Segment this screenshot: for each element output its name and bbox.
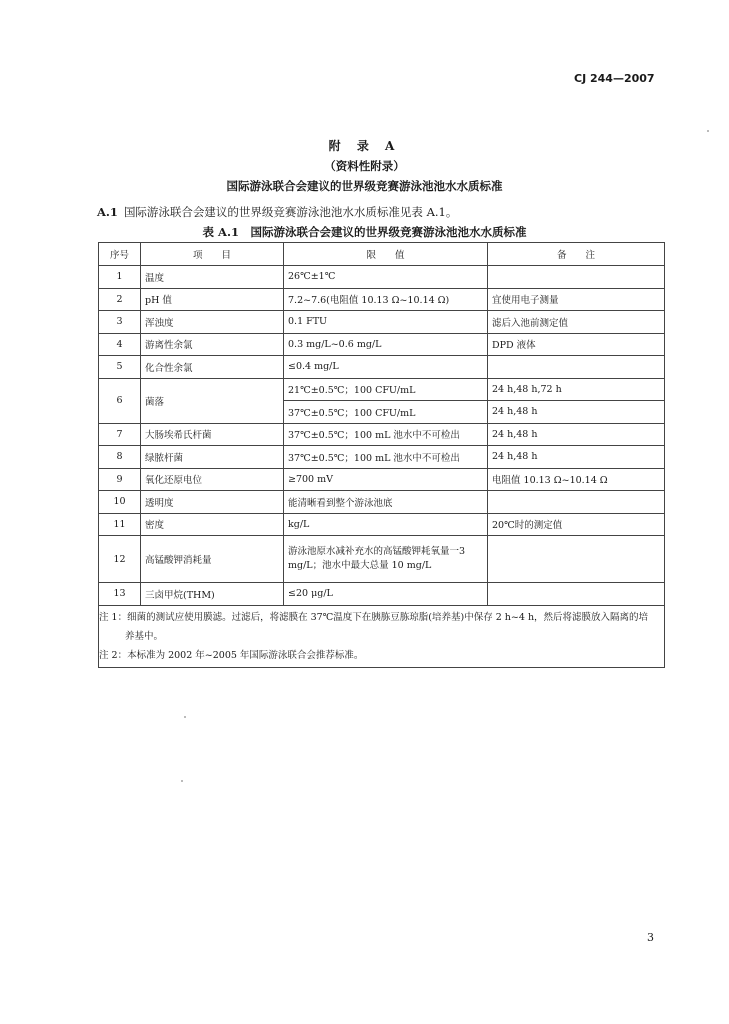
row-remark (488, 536, 665, 583)
row-no: 1 (99, 266, 141, 289)
row-item: pH 值 (141, 288, 284, 311)
row-no: 5 (99, 356, 141, 379)
table-notes-row (99, 605, 665, 667)
row-no: 4 (99, 333, 141, 356)
appendix-type: （资料性附录） (324, 159, 405, 173)
row-remark (488, 491, 665, 514)
table-notes (99, 605, 665, 667)
table-row (99, 583, 665, 606)
table-row (99, 446, 665, 469)
water-quality-table (98, 242, 665, 668)
standard-code: CJ 244—2007 (574, 72, 655, 85)
row-no: 7 (99, 423, 141, 446)
row-remark (488, 583, 665, 606)
row-no: 11 (99, 513, 141, 536)
appendix-name: 国际游泳联合会建议的世界级竞赛游泳池池水水质标准 (226, 179, 503, 193)
row-remark: 宜使用电子测量 (488, 288, 665, 311)
row-no: 2 (99, 288, 141, 311)
section-number: A.1 (97, 205, 118, 219)
row-item: 透明度 (141, 491, 284, 514)
row-remark: 24 h,48 h,72 h (488, 378, 665, 401)
header-item: 项 目 (141, 243, 284, 266)
row-limit: 能清晰看到整个游泳池底 (284, 491, 488, 514)
row-limit: ≤20 μg/L (284, 583, 488, 606)
row-remark: 24 h,48 h (488, 401, 665, 424)
row-remark: 24 h,48 h (488, 446, 665, 469)
row-limit: 游泳池原水减补充水的高锰酸钾耗氧量一3 mg/L；池水中最大总量 10 mg/L (284, 536, 488, 583)
scan-speck (707, 130, 709, 132)
table-row (99, 288, 665, 311)
table-header-row (99, 243, 665, 266)
row-remark (488, 356, 665, 379)
row-item: 高锰酸钾消耗量 (141, 536, 284, 583)
row-limit: ≥700 mV (284, 468, 488, 491)
row-limit: 0.1 FTU (284, 311, 488, 334)
row-item: 温度 (141, 266, 284, 289)
scan-speck (181, 780, 183, 782)
table-row (99, 378, 665, 401)
table-row (99, 468, 665, 491)
scan-speck (184, 716, 186, 718)
row-limit: 0.3 mg/L~0.6 mg/L (284, 333, 488, 356)
row-item: 三卤甲烷(THM) (141, 583, 284, 606)
row-limit: 37℃±0.5℃；100 mL 池水中不可检出 (284, 423, 488, 446)
table-note-2: 注 2：本标准为 2002 年~2005 年国际游泳联合会推荐标准。 (99, 649, 364, 661)
row-remark: 20℃时的测定值 (488, 513, 665, 536)
row-limit: 37℃±0.5℃；100 mL 池水中不可检出 (284, 446, 488, 469)
section-text: 国际游泳联合会建议的世界级竞赛游泳池池水水质标准见表 A.1。 (123, 205, 458, 219)
table-note-1: 注 1：细菌的测试应使用膜滤。过滤后，将滤膜在 37℃温度下在胰胨豆胨琼脂(培养基)中保存 2 h~4 h，然后将滤膜放入隔离的培养基中。 (99, 611, 649, 642)
row-limit: 26℃±1℃ (284, 266, 488, 289)
row-item: 浑浊度 (141, 311, 284, 334)
row-item: 密度 (141, 513, 284, 536)
table-row (99, 536, 665, 583)
header-remark: 备 注 (488, 243, 665, 266)
row-remark: 滤后入池前测定值 (488, 311, 665, 334)
row-item: 游离性余氯 (141, 333, 284, 356)
appendix-title: 附 录 A (328, 139, 401, 153)
table-row (99, 513, 665, 536)
section-a1 (97, 204, 457, 220)
table-row (99, 266, 665, 289)
row-item: 化合性余氯 (141, 356, 284, 379)
row-no: 13 (99, 583, 141, 606)
table-caption: 表 A.1 国际游泳联合会建议的世界级竞赛游泳池池水水质标准 (202, 225, 527, 239)
row-limit: 37℃±0.5℃；100 CFU/mL (284, 401, 488, 424)
row-limit: 7.2~7.6(电阻值 10.13 Ω~10.14 Ω) (284, 288, 488, 311)
row-item: 菌落 (141, 378, 284, 423)
header-no: 序号 (99, 243, 141, 266)
row-no: 8 (99, 446, 141, 469)
row-item: 大肠埃希氏杆菌 (141, 423, 284, 446)
row-limit: 21℃±0.5℃；100 CFU/mL (284, 378, 488, 401)
row-remark: 电阻值 10.13 Ω~10.14 Ω (488, 468, 665, 491)
table-row (99, 333, 665, 356)
row-remark: DPD 液体 (488, 333, 665, 356)
row-no: 10 (99, 491, 141, 514)
row-no: 3 (99, 311, 141, 334)
row-no: 12 (99, 536, 141, 583)
header-limit: 限 值 (284, 243, 488, 266)
page-number: 3 (647, 931, 654, 944)
table-row (99, 423, 665, 446)
row-remark: 24 h,48 h (488, 423, 665, 446)
table-row (99, 491, 665, 514)
row-item: 氧化还原电位 (141, 468, 284, 491)
row-no: 6 (99, 378, 141, 423)
table-row (99, 356, 665, 379)
row-no: 9 (99, 468, 141, 491)
row-remark (488, 266, 665, 289)
row-limit: kg/L (284, 513, 488, 536)
row-item: 绿脓杆菌 (141, 446, 284, 469)
table-row (99, 311, 665, 334)
row-limit: ≤0.4 mg/L (284, 356, 488, 379)
